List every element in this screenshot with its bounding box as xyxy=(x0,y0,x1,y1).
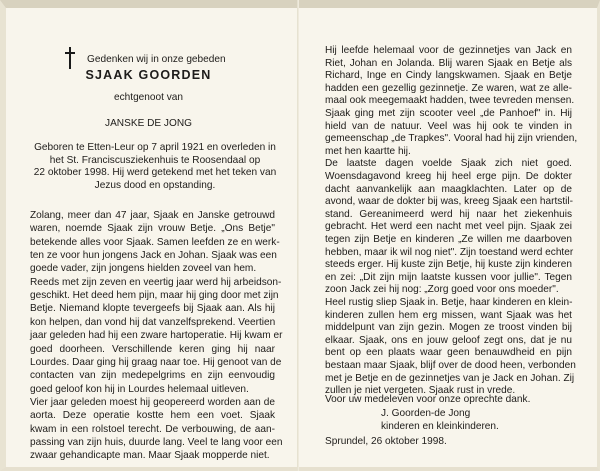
body-line: ten ze voor hun jongens Jack en Johan. Sjaak was een xyxy=(30,250,277,262)
body-line: tegen zijn Betje en kinderen „Ze willen me daarboven xyxy=(325,234,572,245)
body-line: kwam in een rolstoel terecht. De verbouwing, de aan- xyxy=(30,423,275,435)
body-line: Sjaak ging met zijn scooter veel „de Panhoef" in. Hij xyxy=(325,108,572,119)
body-line: bent op een plaats waar geen benauwdheid en pijn xyxy=(325,347,572,359)
body-line: Zolang, meer dan 47 jaar, Sjaak en Janske getrouwd xyxy=(30,210,275,221)
body-line: goed doorheen. Verschillende keren ging hij naar xyxy=(30,343,275,355)
body-line: elkaar. Sjaak, ons en jouw geloof zegt ons, dat je nu xyxy=(325,334,572,346)
body-line: hield van de natuur. Veel was hij ook te vinden in xyxy=(325,120,572,132)
body-line: Lourdes. Daar ging hij graag naar toe. Hij genoot van de xyxy=(30,356,282,368)
body-line: Reeds met zijn zeven en veertig jaar werd hij arbeidson- xyxy=(30,276,282,288)
body-line: met je Betje en de gezinnetjes van je Jack en Johan. Zij xyxy=(325,372,575,384)
body-line: Woensdagavond kreeg hij heel erge pijn. De dokter xyxy=(325,171,572,182)
body-line: middelpunt van zijn gezin. Mogen ze troost vinden bij xyxy=(325,322,572,334)
body-line: zullen je niet vergeten. Sjaak rust in vrede. xyxy=(325,385,516,397)
body-line: hebben, maar ik wil nog niet". Zijn toestand werd echter xyxy=(325,246,574,258)
body-line: dacht aanvankelijk aan maagklachten. Later op de xyxy=(325,183,572,195)
birth-line: 22 oktober 1998. Hij werd getekend met het teken van xyxy=(33,167,277,179)
body-line: goede vader, zijn jongens hielden zoveel van hem. xyxy=(30,263,257,275)
signature: J. Goorden-de Jong xyxy=(381,408,471,419)
thanks-line: Voor uw medeleven voor onze oprechte dank. xyxy=(325,394,531,405)
body-line: Riet, Johan en Jolanda. Blij waren Sjaak en Betje als xyxy=(325,57,572,69)
body-line: jaar geleden had hij een zware hartoperatie. Hij kwam er xyxy=(30,330,283,342)
body-line: met hen kaartte hij. xyxy=(325,145,411,157)
body-line: Heel rustig sliep Sjaak in. Betje, haar kinderen en klein- xyxy=(325,297,573,308)
spouse-name: JANSKE DE JONG xyxy=(105,118,192,129)
place-date: Sprundel, 26 oktober 1998. xyxy=(325,436,447,447)
spouse-intro: echtgenoot van xyxy=(113,92,184,103)
body-line: contacten van zijn medepelgrims en zijn eenvoudig xyxy=(30,370,275,382)
body-line: Richard, Inge en Cindy langskwamen. Sjaak en Betje xyxy=(325,70,572,82)
body-line: passing van zijn huis, duurde lang. Veel te lang voor een xyxy=(30,436,283,448)
birth-line: het St. Franciscusziekenhuis te Roosendaal op xyxy=(49,154,261,166)
body-line: gemeenschap „de Trapkes". Vooral had hij zijn vrienden, xyxy=(325,133,578,145)
body-line: goed geloof kon hij in Lourdes helemaal uitleven. xyxy=(30,383,249,395)
cross-icon xyxy=(65,47,75,69)
body-line: steeds erger. Hij kuste zijn Betje, hij kuste zijn kinderen xyxy=(325,259,572,271)
deceased-name: SJAAK GOORDEN xyxy=(85,68,212,82)
body-line: aorta. Deze operatie kostte hem een voet. Sjaak xyxy=(30,410,275,422)
body-line: Vier jaar geleden moest hij geopereerd worden aan de xyxy=(30,396,275,408)
body-line: Betje. Niemand klopte tevergeefs bij Sjaak aan. Als hij xyxy=(30,303,275,315)
body-line: zwaar gehandicapte man. Maar Sjaak mopperde niet. xyxy=(30,450,270,462)
birth-line: Geboren te Etten-Leur op 7 april 1921 en overleden in xyxy=(34,142,276,153)
body-line: kinderen zullen hem erg missen, want Sjaak was het xyxy=(325,309,572,321)
signature-sub: kinderen en kleinkinderen. xyxy=(381,421,499,432)
body-line: kon helpen, dan vond hij dat vanzelfsprekend. Veertien xyxy=(30,316,276,328)
birth-line: Jezus dood en opstanding. xyxy=(94,179,216,191)
body-line: Hij leefde helemaal voor de gezinnetjes van Jack en xyxy=(325,45,572,56)
body-line: waren, noemde Sjaak zijn vrouw Betje. „Ons Betje" xyxy=(30,223,275,235)
body-line: gebracht. Het werd een nacht met veel pijn. Sjaak zei xyxy=(325,221,572,233)
body-line: stand. Gereanimeerd werd hij naar het ziekenhuis xyxy=(325,208,572,220)
memorial-intro: Gedenken wij in onze gebeden xyxy=(87,54,226,65)
body-line: bestaan maar Sjaak, blijf over de dood heen, verbonden xyxy=(325,360,576,371)
body-line: maal ook meegemaakt hadden, twee tevreden mensen. xyxy=(325,95,575,107)
body-line: hadden een gezellig gezinnetje. Ze waren, wat ze alle- xyxy=(325,82,572,94)
body-line: De laatste dagen voelde Sjaak zich niet goed. xyxy=(325,158,572,170)
body-line: geschikt. Het deed hem pijn, maar hij ging door met zijn xyxy=(30,290,279,302)
body-line: avond, waar de dokter bij was, kreeg Sjaak een hartstil- xyxy=(325,196,573,208)
card-fold xyxy=(297,0,299,471)
body-line: en zei: „Dit zijn mijn laatste kussen voor jullie". Tegen xyxy=(325,271,572,283)
body-line: betekende alles voor Sjaak. Samen leefden ze en werk- xyxy=(30,236,280,248)
body-line: zoon Jack zei hij nog: „Zorg goed voor ons moeder". xyxy=(325,284,559,296)
